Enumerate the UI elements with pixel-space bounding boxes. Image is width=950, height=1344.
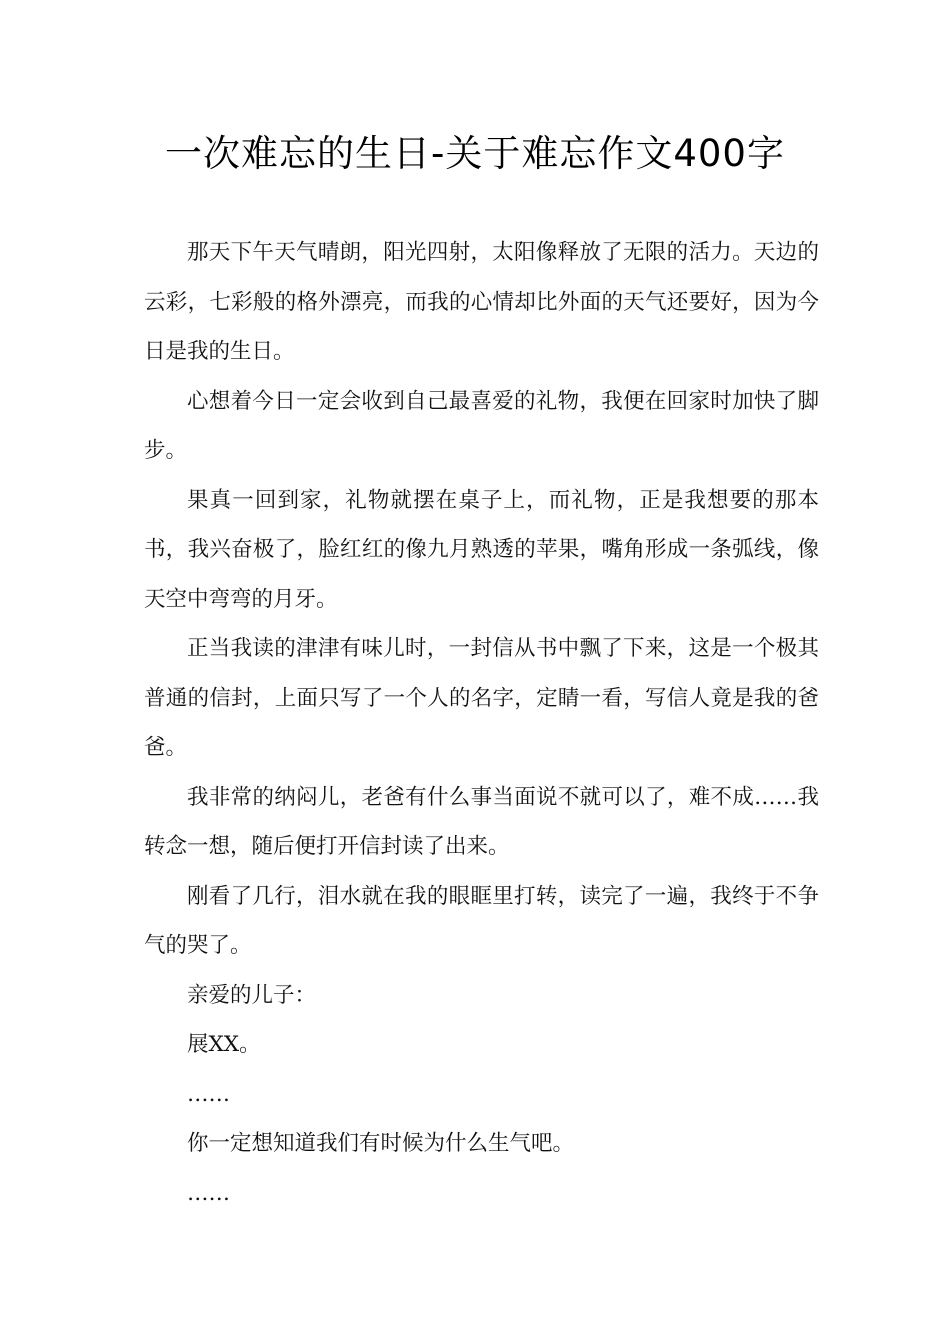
document-body [144,228,819,1218]
ellipsis-line: …… [187,1081,230,1107]
letter-salutation: 亲爱的儿子： [187,982,317,1008]
paragraph: 刚看了几行，泪水就在我的眼眶里打转，读完了一遍，我终于不争气的哭了。 [144,883,819,958]
paragraph: 心想着今日一定会收到自己最喜爱的礼物，我便在回家时加快了脚步。 [144,388,819,463]
paragraph: 果真一回到家，礼物就摆在桌子上，而礼物，正是我想要的那本书，我兴奋极了，脸红红的像九月熟透的苹果，嘴角形成一条弧线，像天空中弯弯的月牙。 [144,487,819,612]
letter-line: 你一定想知道我们有时候为什么生气吧。 [187,1131,575,1156]
ellipsis-line: …… [187,1180,230,1206]
document-title: 一次难忘的生日-关于难忘作文400字 [165,132,785,175]
paragraph: 我非常的纳闷儿，老爸有什么事当面说不就可以了，难不成……我转念一想，随后便打开信封读了出来。 [144,784,819,859]
paragraph: 正当我读的津津有味儿时，一封信从书中飘了下来，这是一个极其普通的信封，上面只写了一个人的名字，定睛一看，写信人竟是我的爸爸。 [144,636,819,760]
letter-line: 展XX。 [187,1032,261,1057]
paragraph: 那天下午天气晴朗，阳光四射，太阳像释放了无限的活力。天边的云彩，七彩般的格外漂亮，而我的心情却比外面的天气还要好，因为今日是我的生日。 [144,240,819,364]
